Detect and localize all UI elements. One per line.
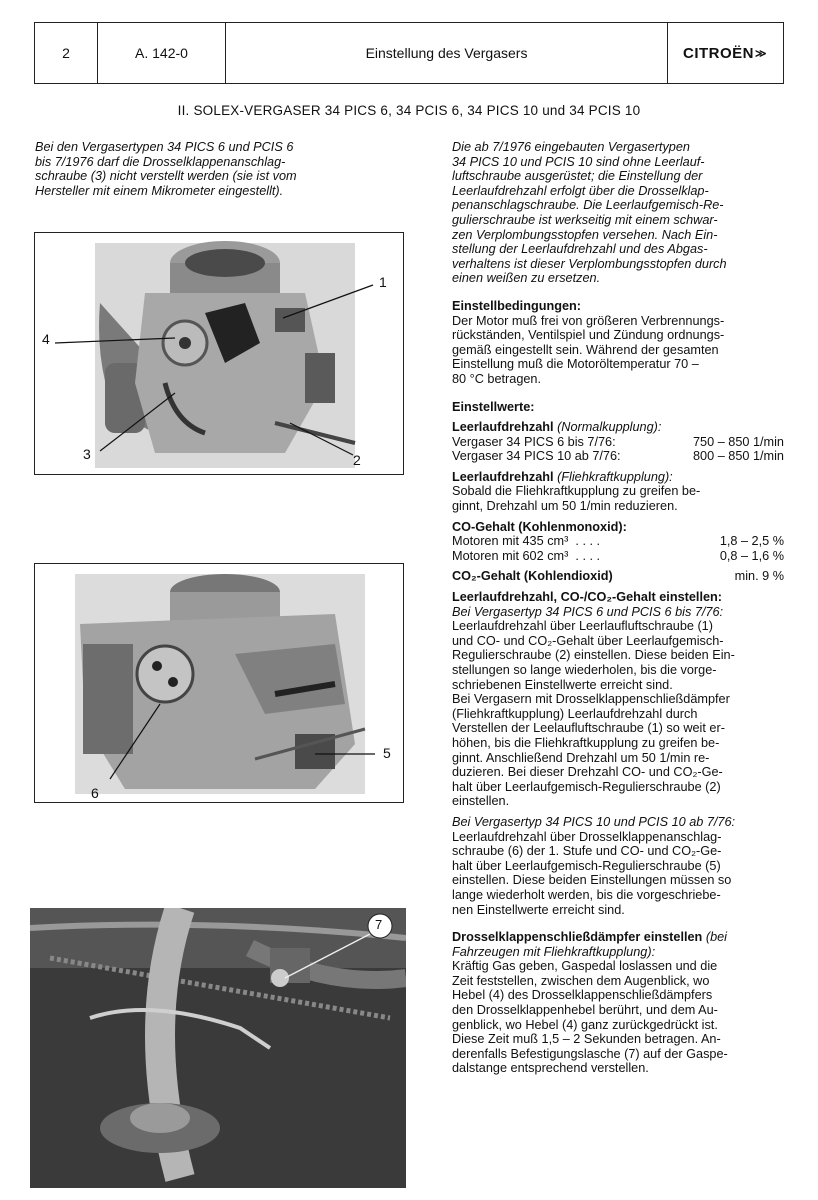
carburettor-photo-2 (35, 564, 403, 802)
co-row: Motoren mit 435 cm³ . . . . 1,8 – 2,5 % (452, 534, 784, 549)
conditions-text: Der Motor muß frei von größeren Verbrennungs- rückständen, Ventilspiel und Zündung ordnungs- gemäß eingestellt sein. Während der gesamten Einstellung muß die Motoröltemperatur 70 – 80 °C betragen. (452, 313, 725, 386)
right-column (452, 140, 784, 1076)
figure-carburettor-2 (34, 563, 404, 803)
values-heading: Einstellwerte: (452, 399, 535, 414)
damper-heading: Drosselklappenschließdämpfer einstellen (452, 930, 703, 945)
damper-text: Kräftig Gas geben, Gaspedal loslassen und die Zeit feststellen, zwischen dem Augenblick, wo Hebel (4) des Drosselklappenschließdämpfers den Drosselklappenhebel berührt, und dem Au- genblick, wo Hebel (4) ganz zurückgedrückt ist. Diese Zeit muß 1,5 – 2 Sekunden betragen. An- derenfalls Befestigungslasche (7) auf der Gaspe- dalstange entsprechend verstellen. (452, 959, 728, 1076)
co-heading: CO-Gehalt (Kohlenmonoxid): (452, 519, 627, 534)
callout-5: 5 (383, 745, 391, 761)
idle-row: Vergaser 34 PICS 10 ab 7/76: 800 – 850 1/min (452, 449, 784, 464)
idle-row: Vergaser 34 PICS 6 bis 7/76: 750 – 850 1/min (452, 434, 784, 449)
idle-subheading: (Normalkupplung): (557, 420, 662, 435)
page-title: Einstellung des Vergasers (226, 23, 668, 83)
adjust-text-2: Leerlaufdrehzahl über Drosselklappenanschlag- schraube (6) der 1. Stufe und CO- und CO₂-Ge- halt über Leerlaufgemisch-Regulierschraube (5) einstellen. Diese beiden Einstellungen müssen so lange wiederholt werden, bis die vorgeschriebe- nen Einstellwerte erreicht sind. (452, 829, 732, 917)
page-header (34, 22, 784, 84)
co-row: Motoren mit 602 cm³ . . . . 0,8 – 1,6 % (452, 548, 784, 563)
brand-logo (668, 23, 782, 83)
callout-3: 3 (83, 446, 91, 462)
left-intro-text: Bei den Vergasertypen 34 PICS 6 und PCIS 6 bis 7/1976 darf die Drosselklappenanschlag- schraube (3) nicht verstellt werden (sie ist vom Hersteller mit einem Mikrometer eingestellt). (35, 140, 297, 198)
idle2-subheading: (Fliehkraftkupplung): (557, 469, 673, 484)
throttle-linkage-photo (30, 908, 406, 1188)
conditions-heading: Einstellbedingungen: (452, 298, 581, 313)
callout-1: 1 (379, 274, 387, 290)
brand-name: CITROËN (682, 44, 754, 62)
adjust-subheading-1: Bei Vergasertyp 34 PICS 6 und PCIS 6 bis 7/76: (452, 604, 724, 619)
adjust-heading: Leerlaufdrehzahl, CO-/CO₂-Gehalt einstellen: (452, 590, 723, 605)
damper-subheading: (bei Fahrzeugen mit Fliehkraftkupplung): (452, 930, 727, 959)
intro-paragraph: Die ab 7/1976 eingebauten Vergasertypen 34 PICS 10 und PCIS 10 sind ohne Leerlauf- luftschraube ausgerüstet; die Einstellung der Leerlaufdrehzahl erfolgt über die Drosselklap- penanschlagschraube. Die Leerlaufgemisch-Re- gulierschraube ist werkseitig mit einem schwar- zen Verplombungsstopfen versehen. Nach Ein- stellung der Leerlaufdrehzahl und des Abgas- verhaltens ist dieser Verplombungsstopfen durch einen weißen zu ersetzen. (452, 140, 727, 286)
callout-4: 4 (42, 331, 50, 347)
callout-2: 2 (353, 452, 361, 468)
document-code: A. 142-0 (98, 23, 226, 83)
figure-throttle-linkage (30, 908, 406, 1188)
page-number: 2 (35, 23, 98, 83)
carburettor-photo-1 (35, 233, 403, 474)
figure-carburettor-1 (34, 232, 404, 475)
callout-7: 7 (375, 917, 383, 932)
callout-6: 6 (91, 785, 99, 801)
section-title: II. SOLEX-VERGASER 34 PICS 6, 34 PCIS 6, 34 PICS 10 und 34 PCIS 10 (177, 103, 641, 118)
idle-heading: Leerlaufdrehzahl (452, 420, 554, 435)
adjust-text-1: Leerlaufdrehzahl über Leerlaufluftschraube (1) und CO- und CO₂-Gehalt über Leerlaufgemisch- Regulierschraube (2) einstellen. Diese beiden Ein- stellungen so lange wiederholen, bis die vorge- schriebenen Einstellwerte erreicht sind. Bei Vergasern mit Drosselklappenschließdämpfer (Fliehkraftkupplung) Leerlaufdrehzahl durch Verstellen der Leelaufluftschraube (1) so weit er- höhen, bis die Fliehkraftkupplung zu greifen be- ginnt. Anschließend Drehzahl um 50 1/min re- duzieren. Bei dieser Drehzahl CO- und CO₂-Ge- halt über Leerlaufgemisch-Regulierschraube (2) einstellen. (452, 619, 735, 809)
adjust-subheading-2: Bei Vergasertyp 34 PICS 10 und PCIS 10 ab 7/76: (452, 814, 736, 829)
idle2-heading: Leerlaufdrehzahl (452, 469, 554, 484)
co2-row: CO₂-Gehalt (Kohlendioxid) min. 9 % (452, 569, 784, 584)
idle2-text: Sobald die Fliehkraftkupplung zu greifen be- ginnt, Drehzahl um 50 1/min reduzieren. (452, 484, 701, 514)
double-chevron-icon: ≫ (754, 47, 767, 60)
